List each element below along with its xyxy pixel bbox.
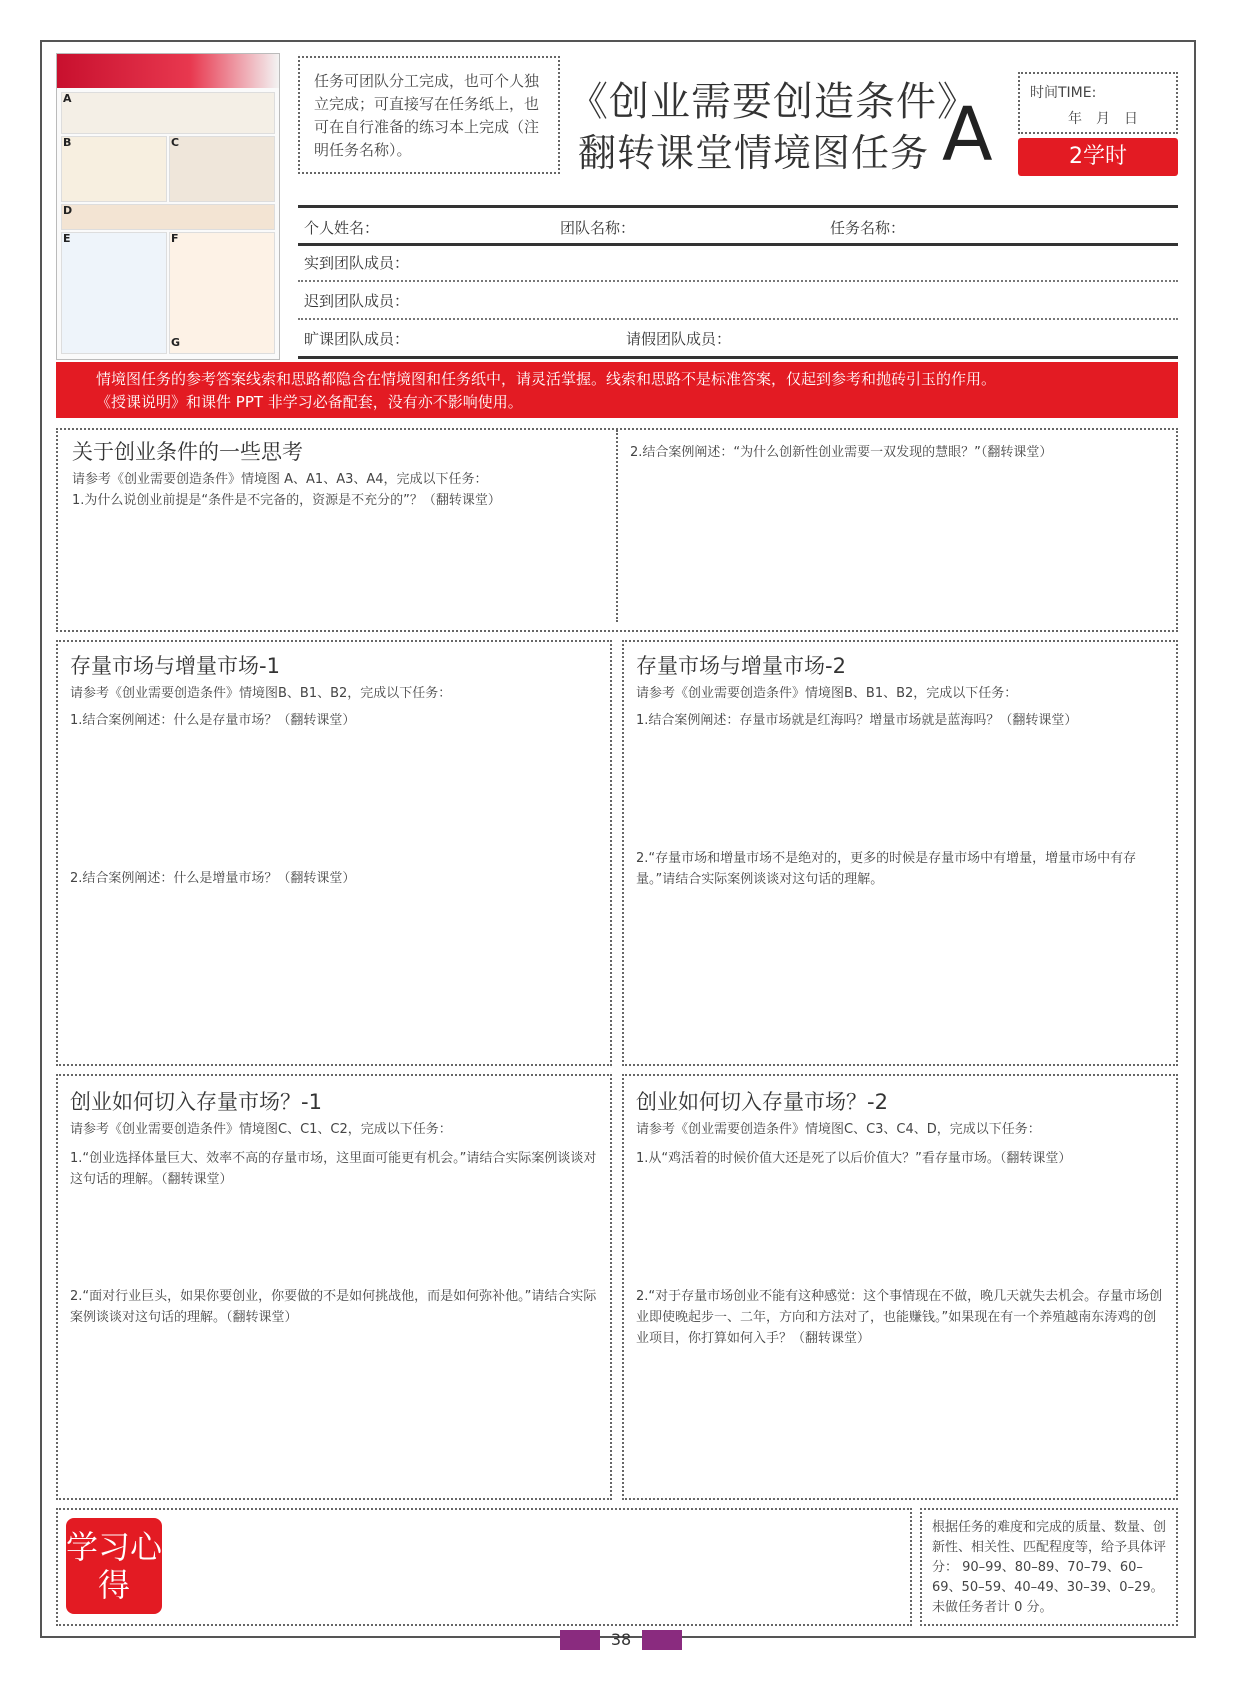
reference-banner [56,362,1178,418]
date-fields: 年月日 [1068,111,1152,127]
info-bottom-rule [298,356,1178,359]
late-label: 迟到团队成员： [304,292,410,310]
section-stock-market-2-title: 存量市场与增量市场-2 [636,654,846,678]
instruction-note: 任务可团队分工完成，也可个人独立完成；可直接写在任务纸上，也可在自行准备的练习本上完成（注明任务名称）。 [298,56,560,174]
thumbnail-header [57,54,279,88]
section-stock-market-2-sub: 请参考《创业需要创造条件》情境图B、B1、B2，完成以下任务： [636,686,1018,701]
thumb-panel-f [169,232,275,354]
thumb-label-g: G [171,336,181,349]
thumb-panel-b [61,136,167,202]
section-entry-2-sub: 请参考《创业需要创造条件》情境图C、C3、C4、D，完成以下任务： [636,1122,1041,1137]
section-stock-market-2-q2: 2.“存量市场和增量市场不是绝对的，更多的时候是存量市场中有增量，增量市场中有存量。”请结合实际案例谈谈对这句话的理解。 [636,851,1137,887]
thumb-label-e: E [63,232,71,245]
section-conditions-q1: 1.为什么说创业前提是“条件是不完备的，资源是不充分的”？（翻转课堂） [72,493,501,508]
section-entry-1-q2: 2.“面对行业巨头，如果你要创业，你要做的不是如何挑战他，而是如何弥补他。”请结合实际案例谈谈对这句话的理解。（翻转课堂） [70,1289,597,1325]
section-entry-2-title: 创业如何切入存量市场？-2 [636,1090,888,1114]
leave-label: 请假团队成员： [626,330,732,348]
task-name-label: 任务名称： [830,219,906,237]
page-bar-left [560,1630,600,1650]
time-label: 时间TIME: [1030,85,1097,101]
thumb-panel-e [61,232,167,354]
absent-label: 旷课团队成员： [304,330,410,348]
present-label: 实到团队成员： [304,254,410,272]
thumb-label-f: F [171,232,179,245]
section-entry-2-q2: 2.“对于存量市场创业不能有这种感觉：这个事情现在不做，晚几天就失去机会。存量市场创业即使晚起步一、二年，方向和方法对了，也能赚钱。”如果现在有一个养殖越南东涛鸡的创业项目，你打算如何入手？（翻转课堂） [636,1289,1163,1346]
section-stock-market-1-q2: 2.结合案例阐述：什么是增量市场？（翻转课堂） [70,871,356,886]
section-conditions-divider [616,430,618,622]
hours-badge: 2学时 [1018,138,1178,176]
info-top-rule [298,205,1178,208]
banner-line-2: 《授课说明》和课件 PPT 非学习必备配套，没有亦不影响使用。 [96,393,523,411]
score-note: 根据任务的难度和完成的质量、数量、创新性、相关性、匹配程度等，给予具体评分： 90–99、80–89、70–79、60–69、50–59、40–49、30–39、0–29。未做任务者计 0 分。 [920,1508,1178,1626]
time-box [1018,72,1178,134]
learning-badge: 学习心得 [66,1518,162,1614]
section-stock-market-1 [56,640,612,1066]
section-conditions-title: 关于创业条件的一些思考 [72,440,303,464]
thumb-panel-d [61,204,275,230]
info-rule-4 [298,318,1178,320]
info-rule-2 [298,243,1178,246]
page-title: 《创业需要创造条件》 [568,79,978,125]
section-conditions-q2: 2.结合案例阐述：“为什么创新性创业需要一双发现的慧眼？”（翻转课堂） [630,445,1053,460]
section-entry-1-q1: 1.“创业选择体量巨大、效率不高的存量市场，这里面可能更有机会。”请结合实际案例谈谈对这句话的理解。（翻转课堂） [70,1151,597,1187]
section-conditions-sub: 请参考《创业需要创造条件》情境图 A、A1、A3、A4，完成以下任务： [72,472,488,487]
name-label: 个人姓名： [304,219,380,237]
thumb-panel-c [169,136,275,202]
section-entry-1-sub: 请参考《创业需要创造条件》情境图C、C1、C2，完成以下任务： [70,1122,452,1137]
info-rule-3 [298,280,1178,282]
thumb-label-b: B [63,136,72,149]
page-number-bar [560,1630,682,1652]
scenario-thumbnail [56,53,280,360]
thumb-panel-a [61,92,275,134]
team-label: 团队名称： [560,219,636,237]
section-stock-market-1-sub: 请参考《创业需要创造条件》情境图B、B1、B2，完成以下任务： [70,686,452,701]
thumb-label-d: D [63,204,73,217]
thumb-label-c: C [171,136,180,149]
section-entry-1-title: 创业如何切入存量市场？-1 [70,1090,322,1114]
section-stock-market-1-title: 存量市场与增量市场-1 [70,654,280,678]
section-entry-2-q1: 1.从“鸡活着的时候价值大还是死了以后价值大？”看存量市场。（翻转课堂） [636,1151,1072,1166]
section-stock-market-1-q1: 1.结合案例阐述：什么是存量市场？（翻转课堂） [70,713,356,728]
learning-box [56,1508,912,1626]
banner-line-1: 情境图任务的参考答案线索和思路都隐含在情境图和任务纸中，请灵活掌握。线索和思路不是标准答案，仅起到参考和抛砖引玉的作用。 [96,370,997,388]
page-number: 38 [610,1630,632,1649]
section-stock-market-2-q1: 1.结合案例阐述：存量市场就是红海吗？增量市场就是蓝海吗？（翻转课堂） [636,713,1078,728]
thumb-label-a: A [63,92,72,105]
task-letter: A [942,92,993,178]
page-bar-right [642,1630,682,1650]
page-subtitle: 翻转课堂情境图任务 [578,131,930,175]
